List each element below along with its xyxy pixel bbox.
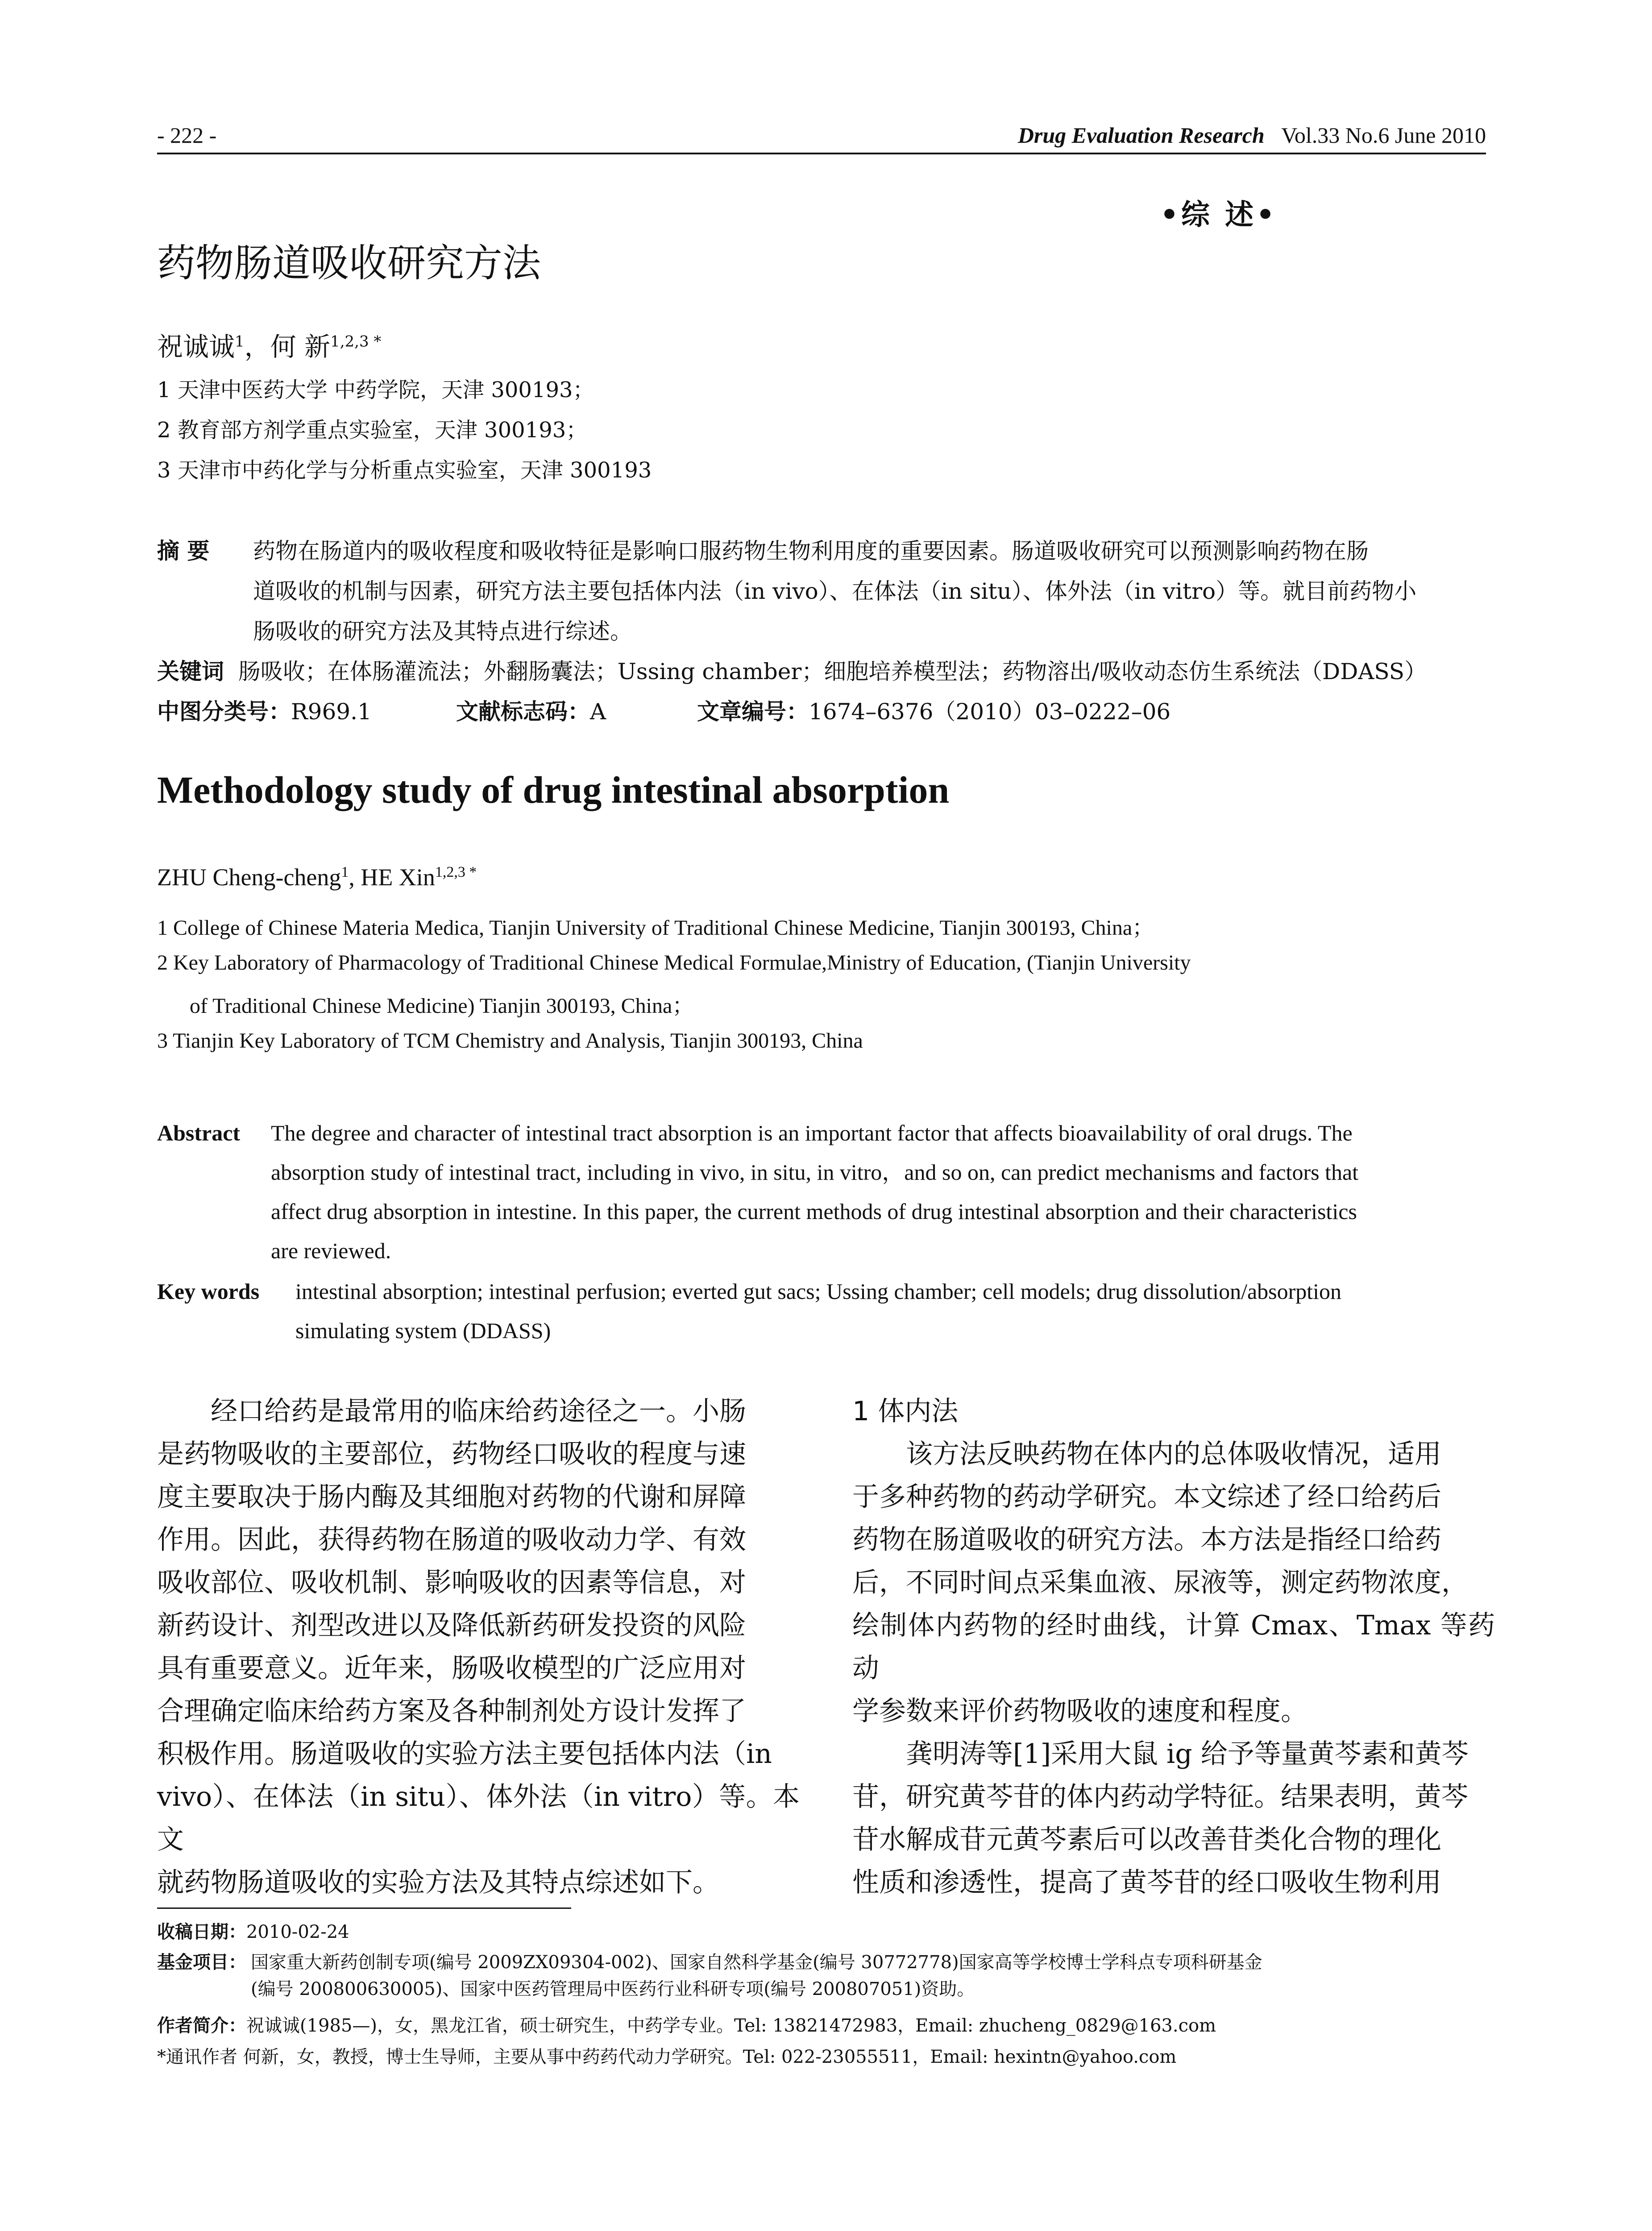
footnote-author xyxy=(157,2012,1216,2039)
article-no-value: 1674–6376（2010）03–0222–06 xyxy=(809,699,1171,725)
journal-name: Drug Evaluation Research xyxy=(1017,123,1265,148)
fund-line: (编号 200800630005)、国家中医药管理局中医药行业科研专项(编号 200807051)资助。 xyxy=(251,1979,975,1999)
author-info-label: 作者简介： xyxy=(157,2015,246,2036)
body-line: 龚明涛等[1]采用大鼠 ig 给予等量黄芩素和黄芩 xyxy=(906,1738,1469,1770)
page-number: - 222 - xyxy=(157,123,217,148)
en-keywords-label: Key words xyxy=(157,1279,260,1304)
body-line: 新药设计、剂型改进以及降低新药研发投资的风险 xyxy=(157,1610,746,1641)
zh-keywords-text: 肠吸收；在体肠灌流法；外翻肠囊法；Ussing chamber；细胞培养模型法；药物溶出/吸收动态仿生系统法（DDASS） xyxy=(238,659,1427,684)
footnote-received xyxy=(157,1919,349,1945)
footnote-corresponding: *通讯作者 何新，女，教授，博士生导师，主要从事中药药代动力学研究。Tel: 022-23055511，Email: hexintn@yahoo.com xyxy=(157,2047,1177,2067)
clc-value: R969.1 xyxy=(291,699,372,725)
en-abstract-line: affect drug absorption in intestine. In this paper, the current methods of drug intestinal absorption and their characteristics xyxy=(271,1199,1357,1224)
zh-abstract-line: 药物在肠道内的吸收程度和吸收特征是影响口服药物生物利用度的重要因素。肠道吸收研究可以预测影响药物在肠 xyxy=(253,538,1369,564)
doc-code-value: A xyxy=(590,699,606,725)
zh-author-2-sup: 1,2,3 * xyxy=(330,332,382,351)
zh-abstract-label: 摘 要 xyxy=(157,538,210,564)
zh-abstract-line: 肠吸收的研究方法及其特点进行综述。 xyxy=(253,618,632,644)
zh-keywords xyxy=(157,651,1487,692)
body-line: 吸收部位、吸收机制、影响吸收的因素等信息，对 xyxy=(157,1567,746,1598)
body-line: 于多种药物的药动学研究。本文综述了经口给药后 xyxy=(852,1481,1441,1513)
en-affiliation-2-cont: of Traditional Chinese Medicine) Tianjin 300193, China； xyxy=(190,994,694,1018)
en-keywords-line: intestinal absorption; intestinal perfusion; everted gut sacs; Ussing chamber; cell models; drug dissolution/absorption xyxy=(295,1279,1342,1304)
doc-code-label: 文献标志码： xyxy=(456,699,590,725)
en-abstract-label: Abstract xyxy=(157,1120,241,1145)
body-line: 性质和渗透性，提高了黄芩苷的经口吸收生物利用 xyxy=(852,1867,1441,1898)
zh-author-1-sup: 1 xyxy=(235,332,245,351)
body-line: 积极作用。肠道吸收的实验方法主要包括体内法（in xyxy=(157,1738,772,1770)
body-line: 学参数来评价药物吸收的速度和程度。 xyxy=(852,1696,1307,1727)
received-date: 2010-02-24 xyxy=(246,1922,349,1942)
zh-author-sep: ， xyxy=(244,332,270,362)
en-abstract-line: The degree and character of intestinal tract absorption is an important factor that affects bioavailability of oral drugs. The xyxy=(271,1120,1353,1145)
zh-author-2: 何 新 xyxy=(270,332,331,362)
zh-author-1: 祝诚诚 xyxy=(157,332,235,362)
article-no-label: 文章编号： xyxy=(697,699,809,725)
en-author-sep: , xyxy=(349,864,361,891)
body-line: 作用。因此，获得药物在肠道的吸收动力学、有效 xyxy=(157,1524,746,1555)
en-abstract-line: are reviewed. xyxy=(271,1238,391,1263)
zh-authors xyxy=(157,326,381,363)
body-left-column xyxy=(157,1390,800,1904)
body-line: 苷水解成苷元黄芩素后可以改善苷类化合物的理化 xyxy=(852,1824,1441,1855)
body-line: 苷，研究黄芩苷的体内药动学特征。结果表明，黄芩 xyxy=(852,1781,1468,1812)
en-author-1-sup: 1 xyxy=(341,864,349,880)
footnote-fund xyxy=(157,1949,1487,2003)
fund-line: 国家重大新药创制专项(编号 2009ZX09304-002)、国家自然科学基金(编号 30772778)国家高等学校博士学科点专项科研基金 xyxy=(251,1952,1262,1973)
zh-keywords-label: 关键词 xyxy=(157,659,224,684)
body-line: 度主要取决于肠内酶及其细胞对药物的代谢和屏障 xyxy=(157,1481,746,1513)
body-line: 经口给药是最常用的临床给药途径之一。小肠 xyxy=(211,1396,746,1427)
footnote-rule xyxy=(157,1908,571,1909)
en-affiliation-2: 2 Key Laboratory of Pharmacology of Traditional Chinese Medical Formulae,Ministry of Education, (Tianjin University xyxy=(157,951,1191,975)
clc-label: 中图分类号： xyxy=(157,699,291,725)
zh-affiliation-3: 3 天津市中药化学与分析重点实验室，天津 300193 xyxy=(157,458,652,483)
body-line: 就药物肠道吸收的实验方法及其特点综述如下。 xyxy=(157,1867,719,1898)
journal-info xyxy=(1018,122,1486,148)
zh-abstract-line: 道吸收的机制与因素，研究方法主要包括体内法（in vivo）、在体法（in situ）、体外法（in vitro）等。就目前药物小 xyxy=(253,578,1417,604)
fund-label: 基金项目： xyxy=(157,1952,246,1973)
zh-abstract xyxy=(157,531,1487,651)
en-authors xyxy=(157,863,477,891)
body-line: 药物在肠道吸收的研究方法。本方法是指经口给药 xyxy=(852,1524,1441,1555)
body-right-column xyxy=(852,1390,1495,1904)
en-author-2-sup: 1,2,3 * xyxy=(435,864,477,880)
en-author-2: HE Xin xyxy=(361,864,435,891)
author-info: 祝诚诚(1985—)，女，黑龙江省，硕士研究生，中药学专业。Tel: 13821472983，Email: zhucheng_0829@163.com xyxy=(246,2015,1216,2036)
zh-affiliation-1: 1 天津中医药大学 中药学院，天津 300193； xyxy=(157,377,594,402)
en-abstract-line: absorption study of intestinal tract, including in vivo, in situ, in vitro，and so on, can predict mechanisms and factors that xyxy=(271,1160,1359,1185)
received-label: 收稿日期： xyxy=(157,1922,246,1942)
body-line: 合理确定临床给药方案及各种制剂处方设计发挥了 xyxy=(157,1696,746,1727)
zh-title: 药物肠道吸收研究方法 xyxy=(157,241,541,286)
en-affiliation-1: 1 College of Chinese Materia Medica, Tianjin University of Traditional Chinese Medicine, Tianjin 300193, China； xyxy=(157,916,1154,940)
body-line: 具有重要意义。近年来，肠吸收模型的广泛应用对 xyxy=(157,1653,746,1684)
body-line: 绘制体内药物的经时曲线，计算 Cmax、Tmax 等药动 xyxy=(852,1610,1495,1684)
body-line: vivo）、在体法（in situ）、体外法（in vitro）等。本文 xyxy=(157,1781,800,1855)
zh-classification xyxy=(157,692,1487,732)
running-header xyxy=(157,117,1486,154)
body-line: 后，不同时间点采集血液、尿液等，测定药物浓度， xyxy=(852,1567,1468,1598)
en-affiliation-3: 3 Tianjin Key Laboratory of TCM Chemistry and Analysis, Tianjin 300193, China xyxy=(157,1029,863,1053)
zh-affiliation-2: 2 教育部方剂学重点实验室，天津 300193； xyxy=(157,418,588,443)
en-title: Methodology study of drug intestinal absorption xyxy=(157,768,950,811)
column-tag: •综 述• xyxy=(1160,198,1278,232)
en-abstract xyxy=(157,1113,1487,1270)
body-line: 是药物吸收的主要部位，药物经口吸收的程度与速 xyxy=(157,1439,746,1470)
section-heading-1: 1 体内法 xyxy=(852,1396,959,1427)
issue-info: Vol.33 No.6 June 2010 xyxy=(1281,123,1486,148)
body-line: 该方法反映药物在体内的总体吸收情况，适用 xyxy=(906,1439,1441,1470)
en-author-1: ZHU Cheng-cheng xyxy=(157,864,341,891)
en-keywords xyxy=(157,1272,1487,1350)
en-keywords-line: simulating system (DDASS) xyxy=(295,1318,551,1343)
